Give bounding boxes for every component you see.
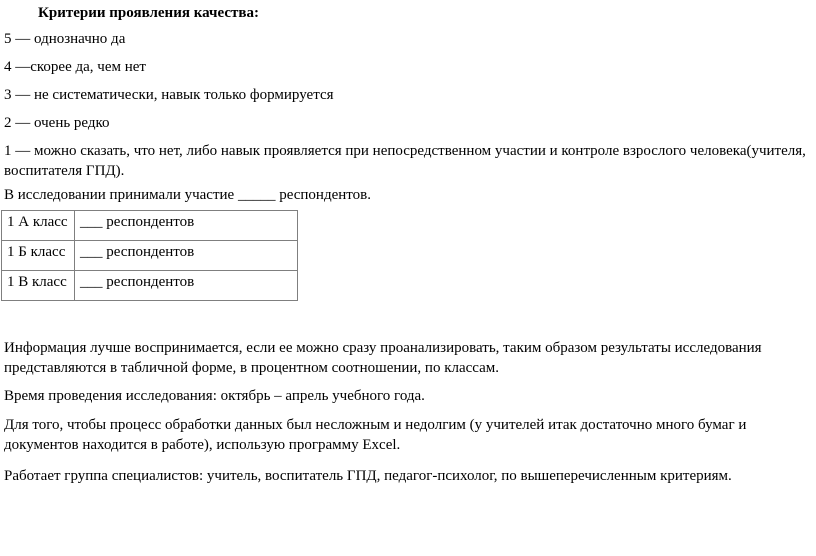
paragraph-presentation: Информация лучше воспринимается, если ее можно сразу проанализировать, таким образом результаты исследования представляются в табличной форме, в процентном соотношении, по классам.	[4, 340, 762, 376]
class-cell: 1 А класс	[2, 211, 75, 241]
respondents-cell: ___ респондентов	[75, 271, 298, 301]
criteria-heading: Критерии проявления качества:	[38, 5, 259, 21]
class-cell: 1 Б класс	[2, 241, 75, 271]
criterion-4: 4 —скорее да, чем нет	[4, 59, 146, 75]
paragraph-specialists: Работает группа специалистов: учитель, воспитатель ГПД, педагог-психолог, по вышеперечисленным критериям.	[4, 468, 732, 484]
class-cell: 1 В класс	[2, 271, 75, 301]
respondents-cell: ___ респондентов	[75, 241, 298, 271]
participants-line: В исследовании принимали участие _____ респондентов.	[4, 187, 371, 203]
table-row	[2, 211, 298, 241]
criterion-2: 2 — очень редко	[4, 115, 110, 131]
respondents-cell: ___ респондентов	[75, 211, 298, 241]
table-row	[2, 241, 298, 271]
table-row	[2, 271, 298, 301]
paragraph-excel: Для того, чтобы процесс обработки данных был несложным и недолгим (у учителей итак достаточно много бумаг и документов находится в работе), использую программу Excel.	[4, 417, 747, 453]
criterion-5: 5 — однозначно да	[4, 31, 126, 47]
criterion-3: 3 — не систематически, навык только формируется	[4, 87, 334, 103]
criterion-1: 1 — можно сказать, что нет, либо навык проявляется при непосредственном участии и контроле взрослого человека(учителя, воспитателя ГПД).	[4, 143, 806, 179]
paragraph-timeframe: Время проведения исследования: октябрь – апрель учебного года.	[4, 388, 425, 404]
class-respondents-table	[1, 210, 298, 301]
